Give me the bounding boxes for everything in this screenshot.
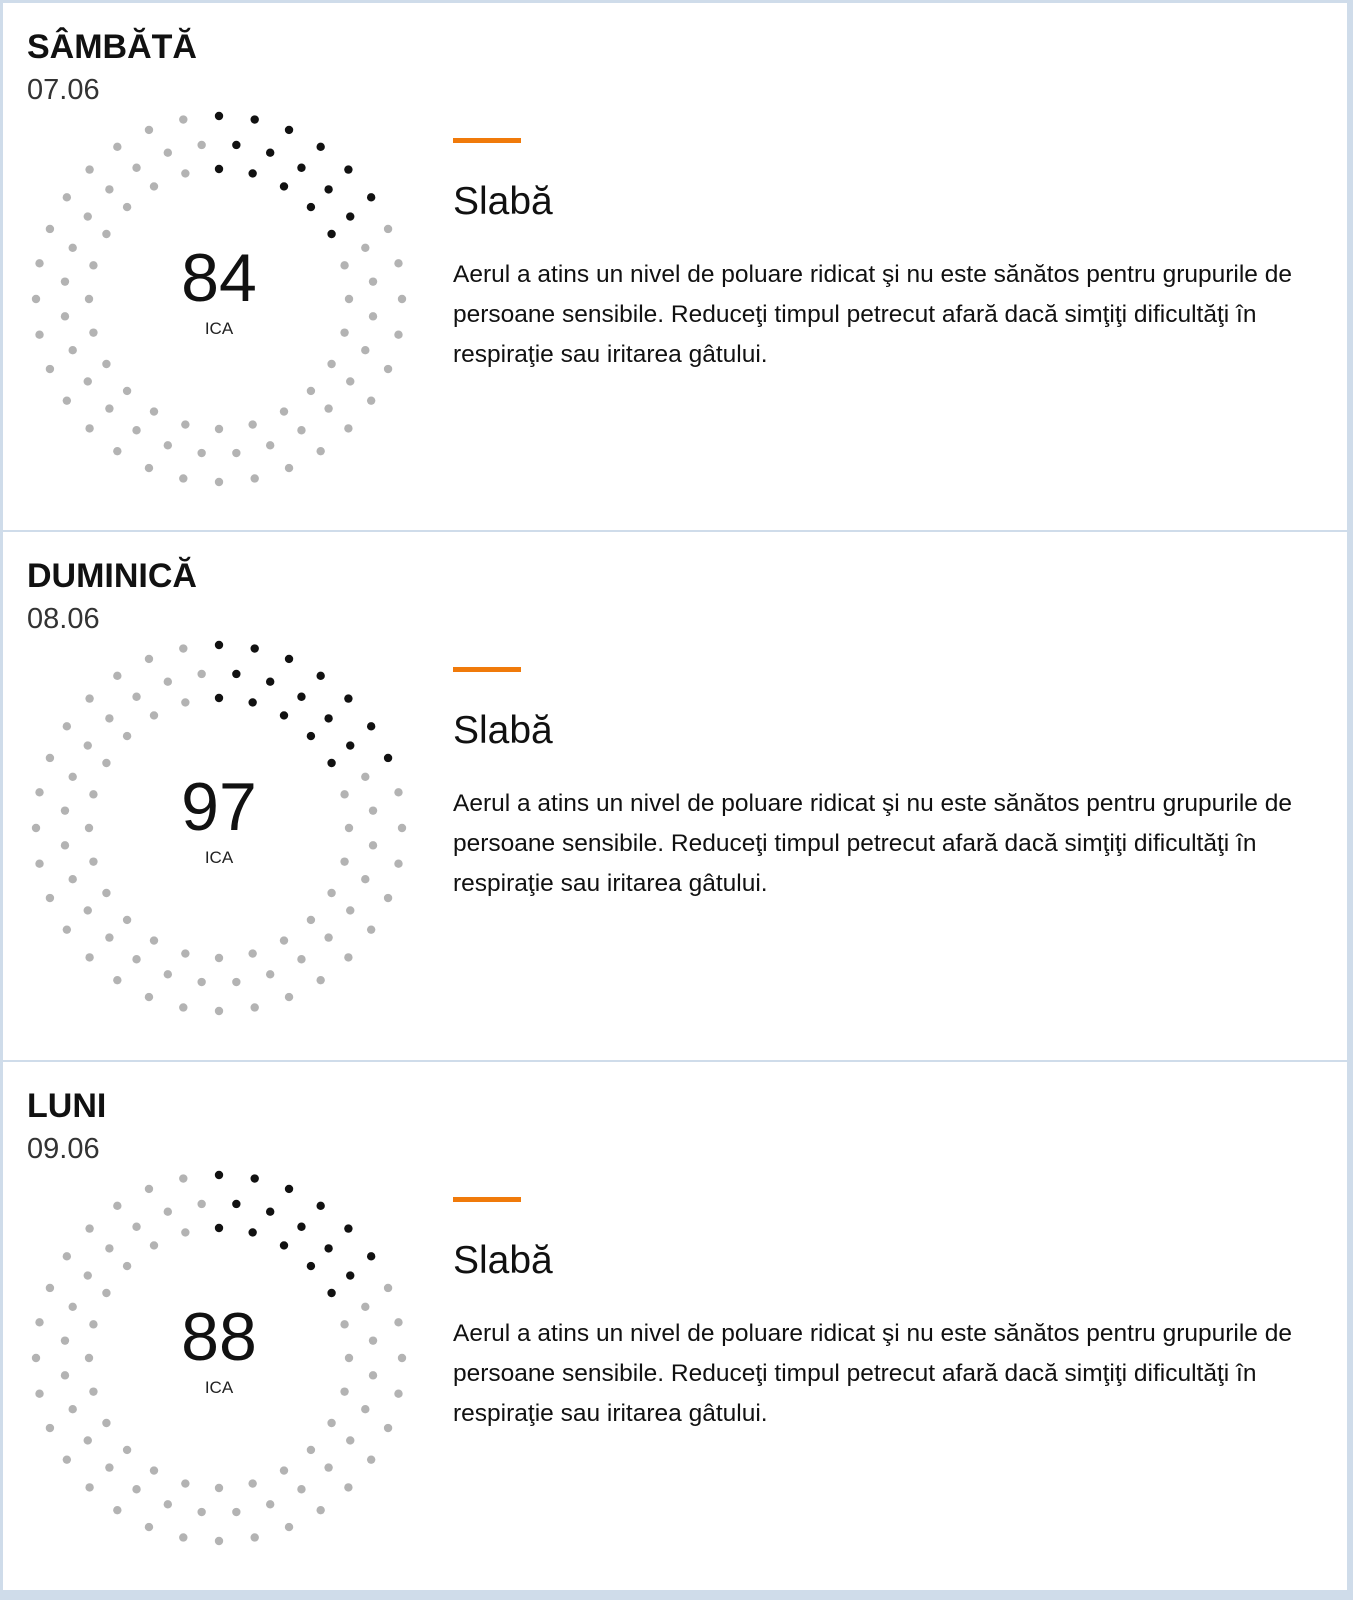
gauge-dot-inactive <box>123 387 131 395</box>
gauge-dot-inactive <box>361 346 369 354</box>
day-date: 07.06 <box>27 74 100 106</box>
gauge-dot-inactive <box>102 360 110 368</box>
gauge-dot-inactive <box>85 694 93 702</box>
gauge-dot-inactive <box>280 407 288 415</box>
gauge-dot-inactive <box>145 655 153 663</box>
gauge-dot-active <box>327 230 335 238</box>
gauge-dot-inactive <box>344 1483 352 1491</box>
gauge-dot-inactive <box>316 976 324 984</box>
gauge-dot-inactive <box>85 165 93 173</box>
gauge-dot-inactive <box>251 474 259 482</box>
gauge-dot-active <box>367 1252 375 1260</box>
gauge-dot-inactive <box>150 407 158 415</box>
gauge-dot-active <box>327 1289 335 1297</box>
gauge-dot-active <box>251 644 259 652</box>
quality-accent-bar <box>453 1197 521 1202</box>
gauge-dot-inactive <box>197 670 205 678</box>
gauge-dot-inactive <box>85 424 93 432</box>
gauge-dot-active <box>327 759 335 767</box>
gauge-dot-active <box>232 670 240 678</box>
gauge-dot-active <box>248 1228 256 1236</box>
gauge-dot-active <box>344 694 352 702</box>
gauge-dot-inactive <box>84 212 92 220</box>
gauge-dot-inactive <box>248 949 256 957</box>
gauge-dot-inactive <box>384 1284 392 1292</box>
gauge-dot-inactive <box>367 925 375 933</box>
quality-label: Slabă <box>453 1239 553 1282</box>
gauge-dot-active <box>307 203 315 211</box>
gauge-dot-inactive <box>150 1466 158 1474</box>
gauge-dot-inactive <box>85 1224 93 1232</box>
gauge-dot-inactive <box>132 1485 140 1493</box>
gauge-dot-active <box>280 1241 288 1249</box>
gauge-dot-inactive <box>248 1479 256 1487</box>
gauge-dot-inactive <box>164 441 172 449</box>
gauge-dot-inactive <box>346 1436 354 1444</box>
gauge-dot-inactive <box>113 1202 121 1210</box>
gauge-dot-inactive <box>63 1252 71 1260</box>
gauge-dot-inactive <box>384 1424 392 1432</box>
gauge-dot-inactive <box>361 1405 369 1413</box>
gauge-dot-inactive <box>105 404 113 412</box>
gauge-dot-inactive <box>132 955 140 963</box>
gauge-dot-inactive <box>280 936 288 944</box>
gauge-dot-inactive <box>164 1208 172 1216</box>
gauge-dot-inactive <box>164 149 172 157</box>
gauge-dot-active <box>285 655 293 663</box>
gauge-dot-inactive <box>145 993 153 1001</box>
gauge-dot-inactive <box>46 365 54 373</box>
quality-label: Slabă <box>453 709 553 752</box>
gauge-dot-inactive <box>164 678 172 686</box>
gauge-dot-inactive <box>327 360 335 368</box>
gauge-dot-inactive <box>251 1533 259 1541</box>
gauge-dot-inactive <box>105 1244 113 1252</box>
gauge-dot-inactive <box>145 464 153 472</box>
gauge-dot-inactive <box>69 346 77 354</box>
gauge-dot-inactive <box>63 193 71 201</box>
gauge-dot-inactive <box>123 916 131 924</box>
gauge-dot-inactive <box>46 225 54 233</box>
gauge-dot-inactive <box>84 1436 92 1444</box>
gauge-dot-inactive <box>248 420 256 428</box>
gauge-dot-active <box>215 165 223 173</box>
gauge-dot-active <box>297 164 305 172</box>
gauge-dot-active <box>344 1224 352 1232</box>
gauge-dot-inactive <box>197 978 205 986</box>
gauge-dot-inactive <box>297 1485 305 1493</box>
aqi-value: 97 <box>181 769 257 845</box>
gauge-dot-inactive <box>324 1463 332 1471</box>
gauge-dot-inactive <box>113 143 121 151</box>
aqi-unit: ICA <box>204 1378 234 1397</box>
gauge-dot-inactive <box>69 875 77 883</box>
gauge-dot-active <box>285 1185 293 1193</box>
gauge-dot-active <box>215 112 223 120</box>
gauge-dot-inactive <box>105 185 113 193</box>
gauge-dot-inactive <box>150 936 158 944</box>
gauge-dot-inactive <box>215 478 223 486</box>
aqi-value: 84 <box>181 240 257 316</box>
gauge-dot-inactive <box>85 953 93 961</box>
quality-accent-bar <box>453 138 521 143</box>
gauge-dot-inactive <box>84 1271 92 1279</box>
gauge-dot-inactive <box>63 722 71 730</box>
day-name: LUNI <box>27 1087 107 1125</box>
gauge-dot-inactive <box>105 714 113 722</box>
gauge-dot-inactive <box>232 978 240 986</box>
gauge-dot-inactive <box>105 1463 113 1471</box>
gauge-dot-inactive <box>123 203 131 211</box>
gauge-dot-inactive <box>197 449 205 457</box>
gauge-dot-active <box>215 694 223 702</box>
gauge-dot-active <box>232 1200 240 1208</box>
gauge-dot-inactive <box>285 1523 293 1531</box>
gauge-dot-inactive <box>113 672 121 680</box>
gauge-dot-inactive <box>179 1174 187 1182</box>
gauge-dot-inactive <box>179 115 187 123</box>
gauge-dot-inactive <box>179 474 187 482</box>
gauge-dot-inactive <box>113 976 121 984</box>
gauge-dot-inactive <box>179 1533 187 1541</box>
gauge-dot-inactive <box>102 1289 110 1297</box>
gauge-dot-inactive <box>181 1479 189 1487</box>
gauge-dot-inactive <box>266 441 274 449</box>
gauge-dot-inactive <box>367 396 375 404</box>
gauge-dot-inactive <box>123 1262 131 1270</box>
gauge-dot-inactive <box>215 425 223 433</box>
gauge-dot-inactive <box>123 1446 131 1454</box>
gauge-dot-inactive <box>266 1500 274 1508</box>
gauge-dot-inactive <box>297 955 305 963</box>
quality-label: Slabă <box>453 180 553 223</box>
quality-description: Aerul a atins un nivel de poluare ridicat şi nu este sănătos pentru grupurile de persoane sensibile. Reduceţi timpul petrecut afară dacă simţiţi dificultăţi în respiraţie sau iritarea gâtului. <box>453 790 1292 897</box>
gauge-dot-inactive <box>132 426 140 434</box>
gauge-dot-inactive <box>215 1484 223 1492</box>
gauge-dot-active <box>266 1208 274 1216</box>
gauge-dot-active <box>251 115 259 123</box>
aqi-unit: ICA <box>204 319 234 338</box>
gauge-dot-inactive <box>327 889 335 897</box>
gauge-dot-active <box>384 754 392 762</box>
gauge-dot-inactive <box>197 141 205 149</box>
gauge-dot-inactive <box>132 164 140 172</box>
gauge-dot-inactive <box>181 949 189 957</box>
gauge-dot-inactive <box>367 1455 375 1463</box>
day-name: SÂMBĂTĂ <box>27 28 197 66</box>
day-date: 09.06 <box>27 1133 100 1165</box>
gauge-dot-inactive <box>232 1508 240 1516</box>
day-name: DUMINICĂ <box>27 557 197 595</box>
forecast-card <box>3 1062 1347 1590</box>
gauge-dot-inactive <box>85 1483 93 1491</box>
aqi-dial <box>19 628 419 1028</box>
gauge-dot-active <box>215 641 223 649</box>
gauge-dot-inactive <box>181 420 189 428</box>
gauge-dot-inactive <box>384 894 392 902</box>
gauge-dot-inactive <box>316 447 324 455</box>
gauge-dot-inactive <box>181 698 189 706</box>
gauge-dot-inactive <box>63 396 71 404</box>
gauge-dot-inactive <box>102 759 110 767</box>
gauge-dot-inactive <box>324 404 332 412</box>
gauge-dot-inactive <box>181 169 189 177</box>
gauge-dot-active <box>324 1244 332 1252</box>
gauge-dot-inactive <box>84 906 92 914</box>
gauge-dot-inactive <box>132 693 140 701</box>
gauge-dot-inactive <box>123 732 131 740</box>
gauge-dot-inactive <box>84 377 92 385</box>
gauge-dot-inactive <box>344 953 352 961</box>
aqi-dial <box>19 99 419 499</box>
gauge-dot-active <box>316 672 324 680</box>
gauge-dot-inactive <box>150 182 158 190</box>
gauge-dot-inactive <box>280 1466 288 1474</box>
gauge-dot-active <box>367 193 375 201</box>
gauge-dot-inactive <box>113 447 121 455</box>
gauge-dot-active <box>280 711 288 719</box>
gauge-dot-inactive <box>181 1228 189 1236</box>
gauge-dot-inactive <box>150 711 158 719</box>
gauge-dot-inactive <box>105 933 113 941</box>
gauge-dot-inactive <box>316 1506 324 1514</box>
gauge-dot-active <box>266 149 274 157</box>
gauge-dot-active <box>297 1223 305 1231</box>
gauge-dot-inactive <box>164 970 172 978</box>
gauge-dot-active <box>232 141 240 149</box>
gauge-dot-inactive <box>251 1003 259 1011</box>
gauge-dot-inactive <box>197 1508 205 1516</box>
gauge-dot-inactive <box>145 1185 153 1193</box>
gauge-dot-inactive <box>84 741 92 749</box>
gauge-dot-inactive <box>63 1455 71 1463</box>
gauge-dot-inactive <box>297 426 305 434</box>
gauge-dot-inactive <box>346 377 354 385</box>
gauge-dot-active <box>215 1224 223 1232</box>
gauge-dot-inactive <box>285 993 293 1001</box>
gauge-dot-active <box>248 169 256 177</box>
gauge-dot-active <box>346 1271 354 1279</box>
gauge-dot-inactive <box>266 970 274 978</box>
gauge-dot-active <box>324 714 332 722</box>
gauge-dot-active <box>280 182 288 190</box>
gauge-dot-inactive <box>113 1506 121 1514</box>
gauge-dot-inactive <box>285 464 293 472</box>
gauge-dot-active <box>324 185 332 193</box>
gauge-dot-active <box>248 698 256 706</box>
gauge-dot-inactive <box>145 1523 153 1531</box>
gauge-dot-inactive <box>164 1500 172 1508</box>
gauge-dot-inactive <box>145 126 153 134</box>
quality-accent-bar <box>453 667 521 672</box>
gauge-dot-active <box>346 212 354 220</box>
gauge-dot-inactive <box>179 1003 187 1011</box>
day-date: 08.06 <box>27 603 100 635</box>
gauge-dot-active <box>251 1174 259 1182</box>
gauge-dot-inactive <box>346 906 354 914</box>
gauge-dot-inactive <box>150 1241 158 1249</box>
gauge-dot-inactive <box>307 1446 315 1454</box>
gauge-dot-inactive <box>63 925 71 933</box>
gauge-dot-inactive <box>327 1419 335 1427</box>
gauge-dot-inactive <box>384 365 392 373</box>
gauge-dot-active <box>297 693 305 701</box>
gauge-dot-active <box>367 722 375 730</box>
forecast-card <box>3 3 1347 530</box>
gauge-dot-active <box>316 143 324 151</box>
gauge-dot-inactive <box>46 754 54 762</box>
gauge-dot-active <box>266 678 274 686</box>
gauge-dot-inactive <box>179 644 187 652</box>
gauge-dot-inactive <box>215 954 223 962</box>
gauge-dot-inactive <box>46 1284 54 1292</box>
gauge-dot-active <box>344 165 352 173</box>
gauge-dot-inactive <box>102 889 110 897</box>
aqi-value: 88 <box>181 1299 257 1375</box>
gauge-dot-inactive <box>46 894 54 902</box>
gauge-dot-active <box>215 1171 223 1179</box>
gauge-dot-active <box>346 741 354 749</box>
gauge-dot-inactive <box>102 1419 110 1427</box>
gauge-dot-active <box>316 1202 324 1210</box>
gauge-dot-inactive <box>324 933 332 941</box>
gauge-dot-inactive <box>102 230 110 238</box>
gauge-dot-active <box>285 126 293 134</box>
gauge-dot-inactive <box>132 1223 140 1231</box>
gauge-dot-active <box>307 732 315 740</box>
gauge-dot-inactive <box>307 387 315 395</box>
gauge-dot-inactive <box>197 1200 205 1208</box>
aqi-dial <box>19 1158 419 1558</box>
gauge-dot-inactive <box>307 916 315 924</box>
gauge-dot-inactive <box>215 1537 223 1545</box>
gauge-dot-inactive <box>361 875 369 883</box>
aqi-unit: ICA <box>204 848 234 867</box>
gauge-dot-inactive <box>215 1007 223 1015</box>
gauge-dot-inactive <box>46 1424 54 1432</box>
quality-description: Aerul a atins un nivel de poluare ridicat şi nu este sănătos pentru grupurile de persoane sensibile. Reduceţi timpul petrecut afară dacă simţiţi dificultăţi în respiraţie sau iritarea gâtului. <box>453 1320 1292 1427</box>
gauge-dot-inactive <box>232 449 240 457</box>
gauge-dot-inactive <box>344 424 352 432</box>
forecast-card <box>3 532 1347 1060</box>
quality-description: Aerul a atins un nivel de poluare ridicat şi nu este sănătos pentru grupurile de persoane sensibile. Reduceţi timpul petrecut afară dacă simţiţi dificultăţi în respiraţie sau iritarea gâtului. <box>453 261 1292 368</box>
gauge-dot-inactive <box>384 225 392 233</box>
gauge-dot-inactive <box>69 1405 77 1413</box>
gauge-dot-active <box>307 1262 315 1270</box>
